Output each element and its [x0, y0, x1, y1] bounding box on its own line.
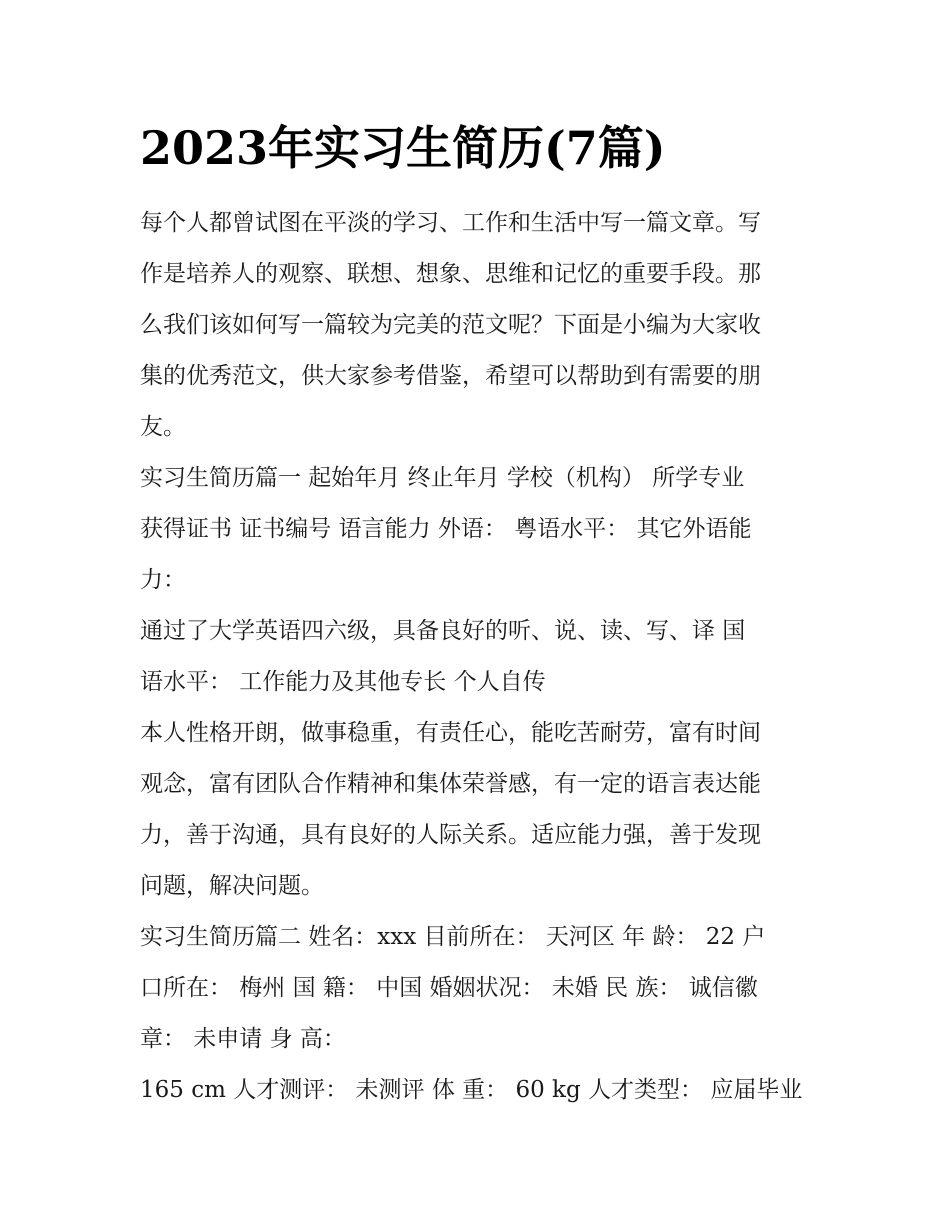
body-line: 165 cm 人才测评： 未测评 体 重： 60 kg 人才类型： 应届毕业	[140, 1077, 803, 1103]
body-line: 每个人都曾试图在平淡的学习、工作和生活中写一篇文章。写	[140, 210, 761, 236]
body-line: 观念，富有团队合作精神和集体荣誉感，有一定的语言表达能	[140, 771, 761, 797]
body-line: 实习生简历篇二 姓名：xxx 目前所在： 天河区 年 龄： 22 户	[140, 924, 766, 950]
body-line: 实习生简历篇一 起始年月 终止年月 学校（机构） 所学专业	[140, 465, 745, 491]
document-title: 2023年实习生简历(7篇)	[140, 121, 666, 175]
body-line: 力：	[140, 567, 186, 593]
body-line: 问题，解决问题。	[140, 873, 324, 899]
body-line: 友。	[140, 414, 186, 440]
body-line: 获得证书 证书编号 语言能力 外语： 粤语水平： 其它外语能	[140, 516, 752, 542]
body-line: 本人性格开朗，做事稳重，有责任心，能吃苦耐劳，富有时间	[140, 720, 761, 746]
body-line: 作是培养人的观察、联想、想象、思维和记忆的重要手段。那	[140, 261, 761, 287]
body-line: 集的优秀范文，供大家参考借鉴，希望可以帮助到有需要的朋	[140, 363, 761, 389]
body-line: 语水平： 工作能力及其他专长 个人自传	[140, 669, 546, 695]
body-line: 么我们该如何写一篇较为完美的范文呢？下面是小编为大家收	[140, 312, 761, 338]
body-line: 章： 未申请 身 高：	[140, 1026, 346, 1052]
body-line: 力，善于沟通，具有良好的人际关系。适应能力强，善于发现	[140, 822, 761, 848]
body-line: 通过了大学英语四六级，具备良好的听、说、读、写、译 国	[140, 618, 746, 644]
body-line: 口所在： 梅州 国 籍： 中国 婚姻状况： 未婚 民 族： 诚信徽	[140, 975, 758, 1001]
document-body	[140, 198, 820, 1116]
